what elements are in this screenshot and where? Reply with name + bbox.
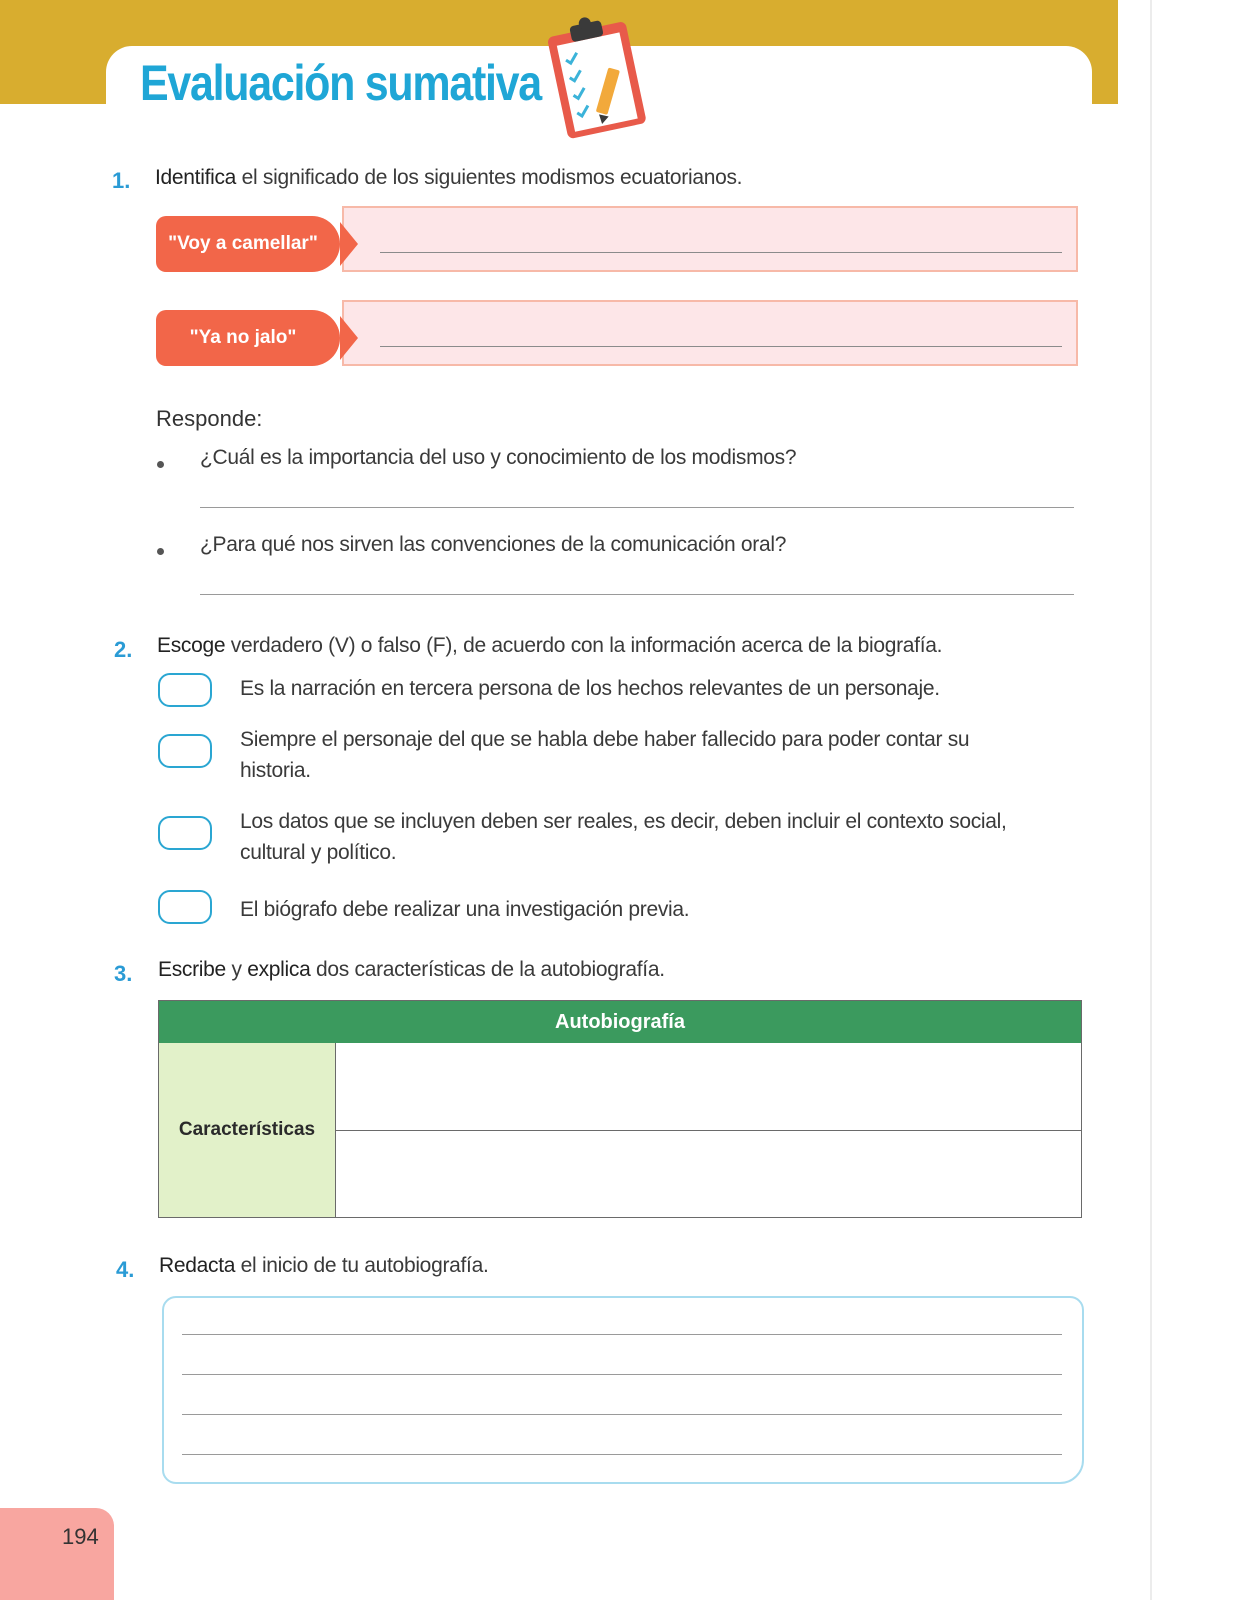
responde-label: Responde: (156, 406, 263, 431)
idiom-2-tag: "Ya no jalo" (156, 310, 340, 366)
bullet-answer-line-2[interactable] (200, 594, 1074, 595)
question-1-verb: Identifica (155, 166, 237, 189)
question-2-verb: Escoge (157, 634, 226, 657)
idiom-1-tag: "Voy a camellar" (156, 216, 340, 272)
page-edge (1150, 0, 1152, 1600)
idiom-1-arrow (340, 222, 358, 266)
question-4-text (159, 1254, 489, 1278)
bullet-dot (157, 461, 164, 468)
question-1-rest: el significado de los siguientes modismos ecuatorianos. (236, 166, 743, 189)
writing-line (182, 1374, 1062, 1375)
table-header: Autobiografía (159, 1001, 1081, 1043)
page-number: 194 (62, 1524, 99, 1549)
bullet-answer-line-1[interactable] (200, 507, 1074, 508)
question-4-number: 4. (116, 1257, 135, 1282)
idiom-2-arrow (340, 316, 358, 360)
question-3-verb-1: Escribe (158, 958, 226, 981)
clipboard-checklist-pencil-icon (542, 14, 652, 139)
question-1-text (155, 166, 742, 190)
page-title: Evaluación sumativa (140, 55, 541, 111)
table-row-label: Características (159, 1043, 336, 1217)
vf-statement-1: Es la narración en tercera persona de los hechos relevantes de un personaje. (240, 677, 940, 700)
writing-line (182, 1454, 1062, 1455)
vf-answer-box-4[interactable] (158, 890, 212, 924)
vf-statement-2: Siempre el personaje del que se habla debe haber fallecido para poder contar su historia. (240, 728, 970, 782)
question-3-mid: y (225, 958, 248, 981)
question-2-text (157, 634, 942, 658)
question-3-rest: dos características de la autobiografía. (310, 958, 665, 981)
table-row-divider (335, 1130, 1081, 1131)
vf-statement-4: El biógrafo debe realizar una investigación previa. (240, 898, 690, 921)
question-2-number: 2. (114, 637, 133, 662)
table-cell-1[interactable] (337, 1045, 1081, 1129)
idiom-2-answer-line (380, 346, 1062, 347)
idiom-2-answer-box[interactable] (342, 300, 1078, 366)
question-4-rest: el inicio de tu autobiografía. (235, 1254, 489, 1277)
autobiography-writing-box[interactable] (162, 1296, 1084, 1484)
vf-answer-box-2[interactable] (158, 734, 212, 768)
writing-line (182, 1414, 1062, 1415)
bullet-dot (157, 548, 164, 555)
vf-answer-box-1[interactable] (158, 673, 212, 707)
idiom-1-answer-box[interactable] (342, 206, 1078, 272)
vf-answer-box-3[interactable] (158, 816, 212, 850)
autobiography-table (158, 1000, 1082, 1218)
header-band-gap (1118, 0, 1148, 104)
question-3-number: 3. (114, 961, 133, 986)
question-4-verb: Redacta (159, 1254, 236, 1277)
page-number-tab (0, 1508, 114, 1600)
bullet-question-1: ¿Cuál es la importancia del uso y conocimiento de los modismos? (200, 446, 797, 469)
table-cell-2[interactable] (337, 1132, 1081, 1216)
question-3-text (158, 958, 665, 982)
vf-statement-3: Los datos que se incluyen deben ser reales, es decir, deben incluir el contexto social, cultural y político. (240, 810, 1007, 864)
question-2-rest: verdadero (V) o falso (F), de acuerdo con la información acerca de la biografía. (225, 634, 943, 657)
question-1-number: 1. (112, 168, 131, 193)
writing-line (182, 1334, 1062, 1335)
bullet-question-2: ¿Para qué nos sirven las convenciones de la comunicación oral? (200, 533, 787, 556)
question-3-verb-2: explica (247, 958, 311, 981)
idiom-1-answer-line (380, 252, 1062, 253)
